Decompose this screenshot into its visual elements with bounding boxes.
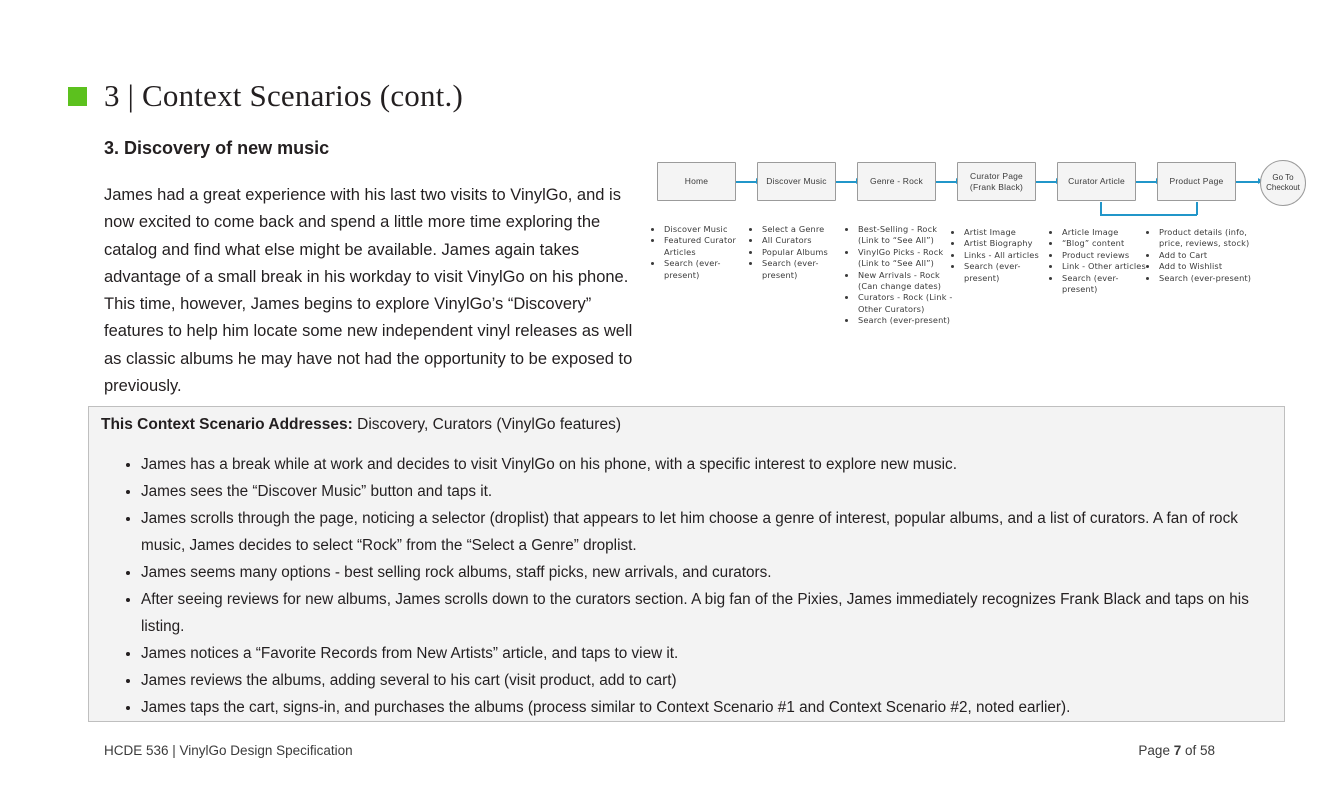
flow-bullets-curator-page xyxy=(954,227,1046,284)
addresses-value: Discovery, Curators (VinylGo features) xyxy=(357,416,621,433)
list-item: • Select a Genre xyxy=(761,224,840,235)
list-item: • Artist Image xyxy=(963,227,1046,238)
flow-node-curator-page[interactable] xyxy=(957,162,1036,201)
list-item: • New Arrivals - Rock (Can change dates) xyxy=(857,270,956,293)
connector-4 xyxy=(1036,181,1058,183)
connector-6 xyxy=(1236,181,1260,183)
flow-node-discover-music[interactable] xyxy=(757,162,836,201)
flow-bullets-home xyxy=(654,224,742,281)
flow-node-genre-rock[interactable] xyxy=(857,162,936,201)
connector-3 xyxy=(936,181,958,183)
title-number: 3 xyxy=(104,78,120,113)
flow-bullets-discover-music xyxy=(752,224,840,281)
list-item: • James notices a “Favorite Records from New Artists” article, and taps to view it. xyxy=(141,640,1270,667)
footer-page-number: 7 xyxy=(1173,743,1182,758)
loop-up xyxy=(1100,202,1102,215)
list-item: • Add to Cart xyxy=(1158,250,1257,261)
list-item: • James has a break while at work and decides to visit VinylGo on his phone, with a specific interest to explore new music. xyxy=(141,451,1270,478)
list-item: • Search (ever-present) xyxy=(857,315,956,326)
footer-page-suffix: of 58 xyxy=(1181,743,1215,758)
list-item: • James scrolls through the page, noticing a selector (droplist) that appears to let him choose a genre of interest, popular albums, and a list of curators. A fan of rock music, James decides to select “Rock” from the “Select a Genre” droplist. xyxy=(141,505,1270,559)
flow-node-product-page[interactable] xyxy=(1157,162,1236,201)
section-number: 3. xyxy=(104,138,120,158)
section-heading-text: Discovery of new music xyxy=(124,138,330,158)
flow-bullets-genre-rock xyxy=(848,224,956,327)
flow-bullets-product-page xyxy=(1149,227,1257,284)
page-title xyxy=(68,78,463,114)
connector-1 xyxy=(736,181,758,183)
flow-node-curator-page-label: Curator Page (Frank Black) xyxy=(969,170,1024,192)
flow-node-home[interactable] xyxy=(657,162,736,201)
connector-5 xyxy=(1136,181,1158,183)
list-item: • Popular Albums xyxy=(761,247,840,258)
flow-diagram xyxy=(652,148,1312,388)
list-item: • James seems many options - best selling rock albums, staff picks, new arrivals, and curators. xyxy=(141,559,1270,586)
footer-page-indicator xyxy=(1138,743,1215,758)
list-item: • Search (ever-present) xyxy=(761,258,840,281)
list-item: • Curators - Rock (Link - Other Curators) xyxy=(857,292,956,315)
addresses-heading xyxy=(101,416,621,434)
list-item: • VinylGo Picks - Rock (Link to “See All”) xyxy=(857,247,956,270)
flow-bullets-curator-article xyxy=(1052,227,1148,295)
list-item: • Search (ever-present) xyxy=(1061,273,1148,296)
connector-2 xyxy=(836,181,858,183)
addresses-label: This Context Scenario Addresses: xyxy=(101,416,353,433)
flow-node-go-to-checkout[interactable] xyxy=(1260,160,1306,206)
list-item: • Add to Wishlist xyxy=(1158,261,1257,272)
title-label: Context Scenarios (cont.) xyxy=(142,78,463,113)
footer-document-label: HCDE 536 | VinylGo Design Specification xyxy=(104,743,353,758)
list-item: • Discover Music xyxy=(663,224,742,235)
list-item: • Article Image xyxy=(1061,227,1148,238)
list-item: • Links - All articles xyxy=(963,250,1046,261)
flow-node-product-page-label: Product Page xyxy=(1169,176,1224,186)
list-item: • All Curators xyxy=(761,235,840,246)
context-scenario-addresses-box xyxy=(88,406,1285,722)
flow-node-home-label: Home xyxy=(684,176,709,186)
list-item: • James taps the cart, signs-in, and purchases the albums (process similar to Context Scenario #1 and Context Scenario #2, noted earlier). xyxy=(141,694,1270,721)
list-item: • James sees the “Discover Music” button and taps it. xyxy=(141,478,1270,505)
list-item: • Link - Other articles xyxy=(1061,261,1148,272)
page-title-text xyxy=(104,78,463,114)
list-item: • Artist Biography xyxy=(963,238,1046,249)
list-item: • Product details (info, price, reviews, stock) xyxy=(1158,227,1257,250)
scenario-paragraph: James had a great experience with his last two visits to VinylGo, and is now excited to come back and spend a little more time exploring the catalog and find what else might be available. James again takes advantage of a small break in his workday to visit VinylGo on his phone. This time, however, James begins to explore VinylGo’s “Discovery” features to help him locate some new independent vinyl releases as well as classic albums he may have not had the opportunity to be exposed to previously. xyxy=(104,186,633,396)
footer-page-prefix: Page xyxy=(1138,743,1174,758)
list-item: • After seeing reviews for new albums, James scrolls down to the curators section. A big fan of the Pixies, James immediately recognizes Frank Black and taps on his listing. xyxy=(141,586,1270,640)
flow-node-curator-article-label: Curator Article xyxy=(1068,176,1125,186)
flow-node-curator-article[interactable] xyxy=(1057,162,1136,201)
list-item: • “Blog” content xyxy=(1061,238,1148,249)
list-item: • James reviews the albums, adding several to his cart (visit product, add to cart) xyxy=(141,667,1270,694)
section-heading xyxy=(104,138,329,159)
accent-square-icon xyxy=(68,87,87,106)
title-separator: | xyxy=(127,78,135,113)
list-item: • Best-Selling - Rock (Link to “See All”) xyxy=(857,224,956,247)
addresses-list xyxy=(117,451,1270,721)
list-item: • Search (ever-present) xyxy=(663,258,742,281)
flow-node-go-to-checkout-label: Go To Checkout xyxy=(1266,173,1300,192)
list-item: • Search (ever-present) xyxy=(1158,273,1257,284)
list-item: • Search (ever-present) xyxy=(963,261,1046,284)
flow-node-genre-rock-label: Genre - Rock xyxy=(870,176,923,186)
loop-across xyxy=(1100,214,1197,216)
list-item: • Featured Curator Articles xyxy=(663,235,742,258)
list-item: • Product reviews xyxy=(1061,250,1148,261)
flow-node-discover-music-label: Discover Music xyxy=(766,176,827,186)
